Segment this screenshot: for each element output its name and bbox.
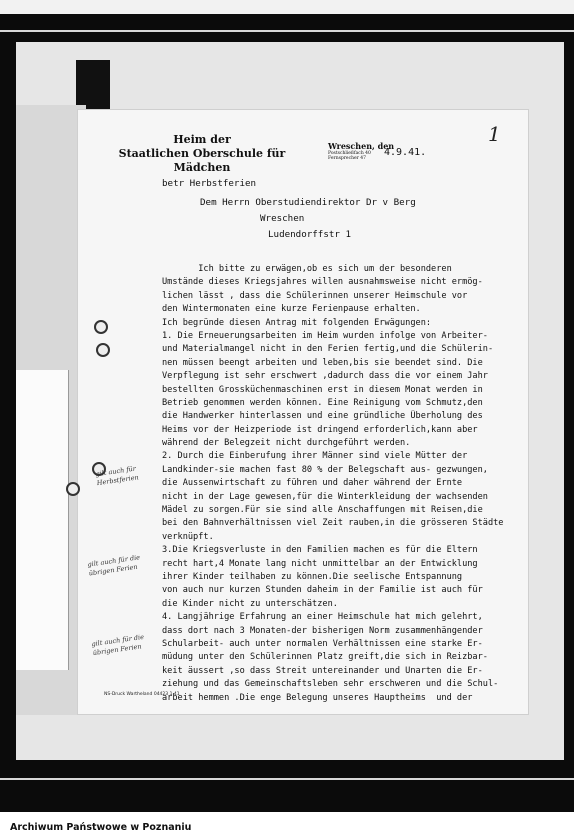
body-line: arbeit hemmen .Die enge Belegung unseres Hauptheims und der [162,692,473,703]
top-bar [0,0,574,14]
body-line: Ich begründe diesen Antrag mit folgenden Erwägungen: [162,317,432,328]
body-line: die Aussenwirtschaft zu führen und daher während der Ernte [162,478,463,489]
print-footer: NS-Druck Wartheland 04423 1 41 [104,692,180,697]
address-line3: Ludendorffstr 1 [268,229,351,240]
margin-note-3: gilt auch für die übrigen Ferien [91,632,145,658]
paper-slip [16,370,69,670]
place-line3: Fernsprecher 47 [328,156,366,161]
letterhead [112,133,292,175]
body-line: ziehung und das Gemeinschaftsleben sehr erschweren und die Schul- [162,679,499,690]
margin-note-1: gilt auch für Herbstferien [95,464,140,488]
body-line: 3.Die Kriegsverluste in den Familien machen es für die Eltern [162,545,478,556]
subject-line: betr Herbstferien [162,178,257,189]
body-line: Betrieb genommen werden können. Eine Reinigung vom Schmutz,den [162,397,483,408]
body-line: den Wintermonaten eine kurze Ferienpause erhalten. [162,304,421,315]
body-line: nicht in der Lage gewesen,für die Winterkleidung der wachsenden [162,491,488,502]
archive-label: Archiwum Państwowe w Poznaniu [10,822,192,833]
body-line: dass dort nach 3 Monaten-der bisherigen Norm zusammenhängender [162,625,483,636]
punch-hole [94,320,108,334]
body-line: keit äussert ,so dass Streit untereinander und Unarten die Er- [162,665,483,676]
address-line2: Wreschen [260,213,305,224]
body-line: Verpflegung ist sehr erschwert ,dadurch dass die vor einem Jahr [162,371,488,382]
body-line: 2. Durch die Einberufung ihrer Männer sind viele Mütter der [162,451,468,462]
page-number: 1 [488,122,501,146]
letterhead-line2: Staatlichen Oberschule für Mädchen [118,147,286,174]
letter-body [162,263,512,705]
film-edge-line [0,778,574,780]
body-line: die Kinder nicht zu unterschätzen. [162,598,338,609]
body-line: von auch nur kurzen Stunden daheim in der Familie ist auch für [162,585,483,596]
body-line: Mädel zu sorgen.Für sie sind alle Anschaffungen mit Reisen,die [162,505,483,516]
address-line1: Dem Herrn Oberstudiendirektor Dr v Berg [200,197,416,208]
body-line: Heims vor der Heizperiode ist dringend erforderlich,kann aber [162,424,478,435]
body-line: Schularbeit- auch unter normalen Verhältnissen eine starke Er- [162,638,483,649]
place-line2: Postschließfach 40 [328,151,371,156]
film-edge-line [0,30,574,32]
body-line: müdung unter den Schülerinnen Platz greift,die sich in Reizbar- [162,652,488,663]
body-line: 1. Die Erneuerungsarbeiten im Heim wurden infolge von Arbeiter- [162,330,488,341]
body-line: bestellten Grossküchenmaschinen erst in diesem Monat werden in [162,384,483,395]
body-line: Landkinder-sie machen fast 80 % der Belegschaft aus- gezwungen, [162,464,488,475]
body-line: verknüpft. [162,531,214,542]
body-line: bei den Bahnverhältnissen viel Zeit rauben,in die grösseren Städte [162,518,504,529]
body-line: die Handwerker hinterlassen und eine gründliche Überholung des [162,411,483,422]
letterhead-line1: Heim der [173,133,231,146]
body-line: nen müssen beengt arbeiten und leben,bis sie beendet sind. Die [162,357,483,368]
margin-note-2: gilt auch für die übrigen Ferien [87,553,141,578]
body-line: ihrer Kinder teilhaben zu können.Die seelische Entspannung [162,571,463,582]
letter-date: 4.9.41. [384,147,427,158]
body-line: lichen lässt , dass die Schülerinnen unserer Heimschule vor [162,290,468,301]
body-line: 4. Langjährige Erfahrung an einer Heimschule hat mich gelehrt, [162,612,483,623]
place-name: Wreschen, den [328,141,395,151]
body-line: Ich bitte zu erwägen,ob es sich um der besonderen [162,264,452,274]
body-line: recht hart,4 Monate lang nicht unmittelbar an der Entwicklung [162,558,478,569]
punch-hole [96,343,110,357]
body-line: und Materialmangel nicht in den Ferien fertig,und die Schülerin- [162,344,494,355]
body-line: während der Belegzeit nicht durchgeführt werden. [162,438,411,449]
body-line: Umstände dieses Kriegsjahres willen ausnahmsweise nicht ermög- [162,277,483,288]
punch-hole [66,482,80,496]
